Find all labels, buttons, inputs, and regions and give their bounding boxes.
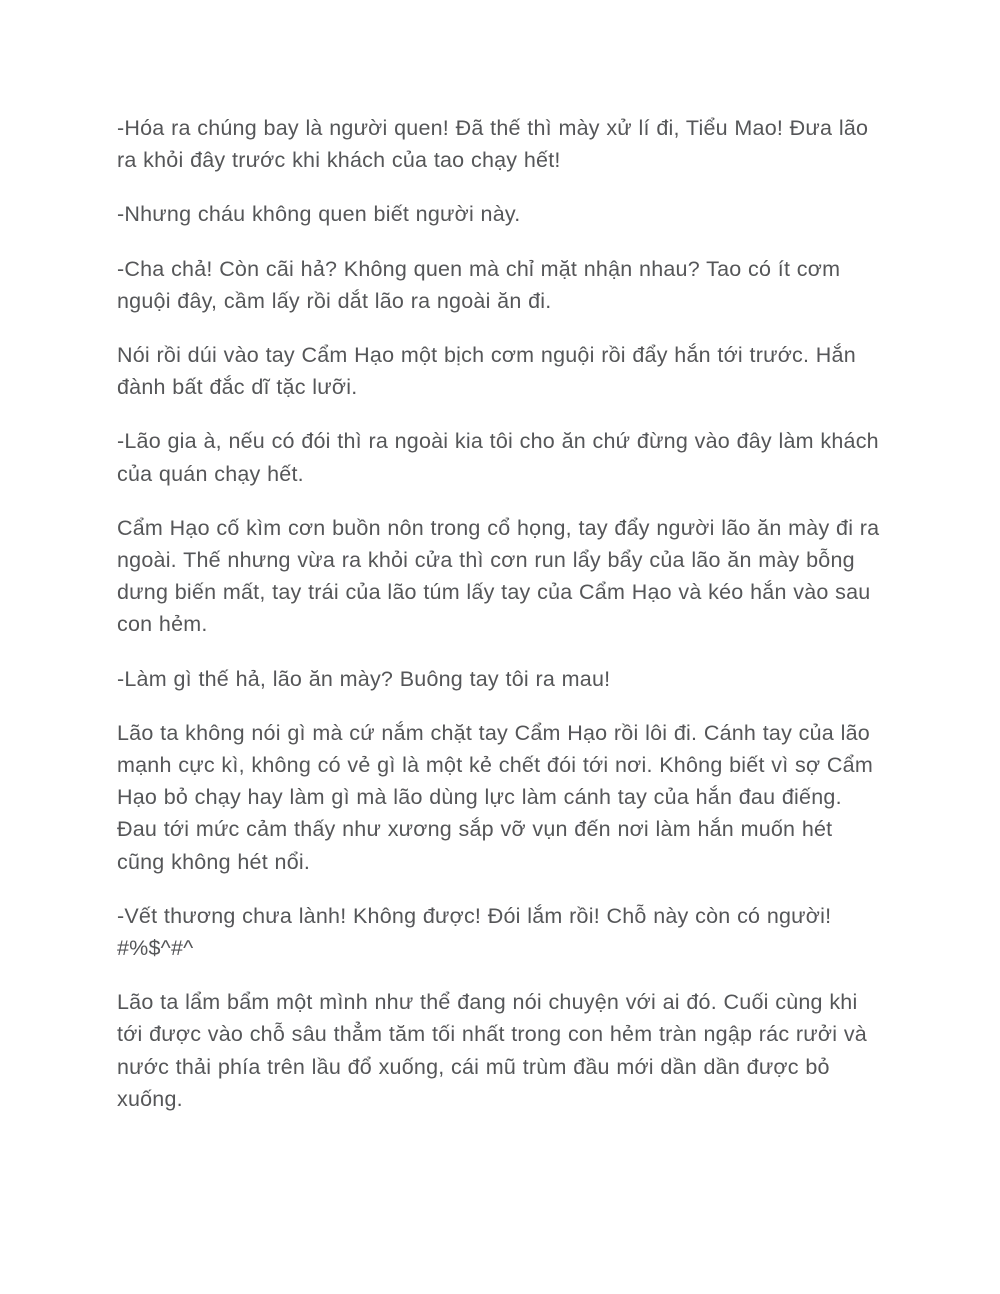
paragraph: Lão ta lẩm bẩm một mình như thể đang nói chuyện với ai đó. Cuối cùng khi tới được vào chỗ sâu thẳm tăm tối nhất trong con hẻm tràn ngập rác rưởi và nước thải phía trên lầu đổ xuống, cái mũ trùm đầu mới dần dần được bỏ xuống.	[117, 990, 867, 1111]
paragraph: -Nhưng cháu không quen biết người này.	[117, 202, 521, 227]
paragraph: -Hóa ra chúng bay là người quen! Đã thế thì mày xử lí đi, Tiểu Mao! Đưa lão ra khỏi đây trước khi khách của tao chạy hết!	[117, 116, 869, 173]
paragraph: -Cha chả! Còn cãi hả? Không quen mà chỉ mặt nhận nhau? Tao có ít cơm nguội đây, cầm lấy rồi dắt lão ra ngoài ăn đi.	[117, 256, 841, 313]
paragraph: -Làm gì thế hả, lão ăn mày? Buông tay tôi ra mau!	[117, 666, 611, 691]
paragraph: Lão ta không nói gì mà cứ nắm chặt tay Cẩm Hạo rồi lôi đi. Cánh tay của lão mạnh cực kì, không có vẻ gì là một kẻ chết đói tới nơi. Không biết vì sợ Cẩm Hạo bỏ chạy hay làm gì mà lão dùng lực làm cánh tay của hắn đau điếng. Đau tới mức cảm thấy như xương sắp vỡ vụn đến nơi làm hắn muốn hét cũng không hét nổi.	[117, 720, 873, 874]
paragraph: Cẩm Hạo cố kìm cơn buồn nôn trong cổ họng, tay đẩy người lão ăn mày đi ra ngoài. Thế nhưng vừa ra khỏi cửa thì cơn run lẩy bẩy của lão ăn mày bỗng dưng biến mất, tay trái của lão túm lấy tay của Cẩm Hạo và kéo hắn vào sau con hẻm.	[117, 515, 880, 637]
paragraph: -Vết thương chưa lành! Không được! Đói lắm rồi! Chỗ này còn có người! #%$^#^	[117, 903, 832, 961]
text-column	[117, 112, 885, 1115]
paragraph: -Lão gia à, nếu có đói thì ra ngoài kia tôi cho ăn chứ đừng vào đây làm khách của quán chạy hết.	[117, 429, 879, 486]
paragraph: Nói rồi dúi vào tay Cẩm Hạo một bịch cơm nguội rồi đẩy hắn tới trước. Hắn đành bất đắc dĩ tặc lưỡi.	[117, 343, 856, 400]
